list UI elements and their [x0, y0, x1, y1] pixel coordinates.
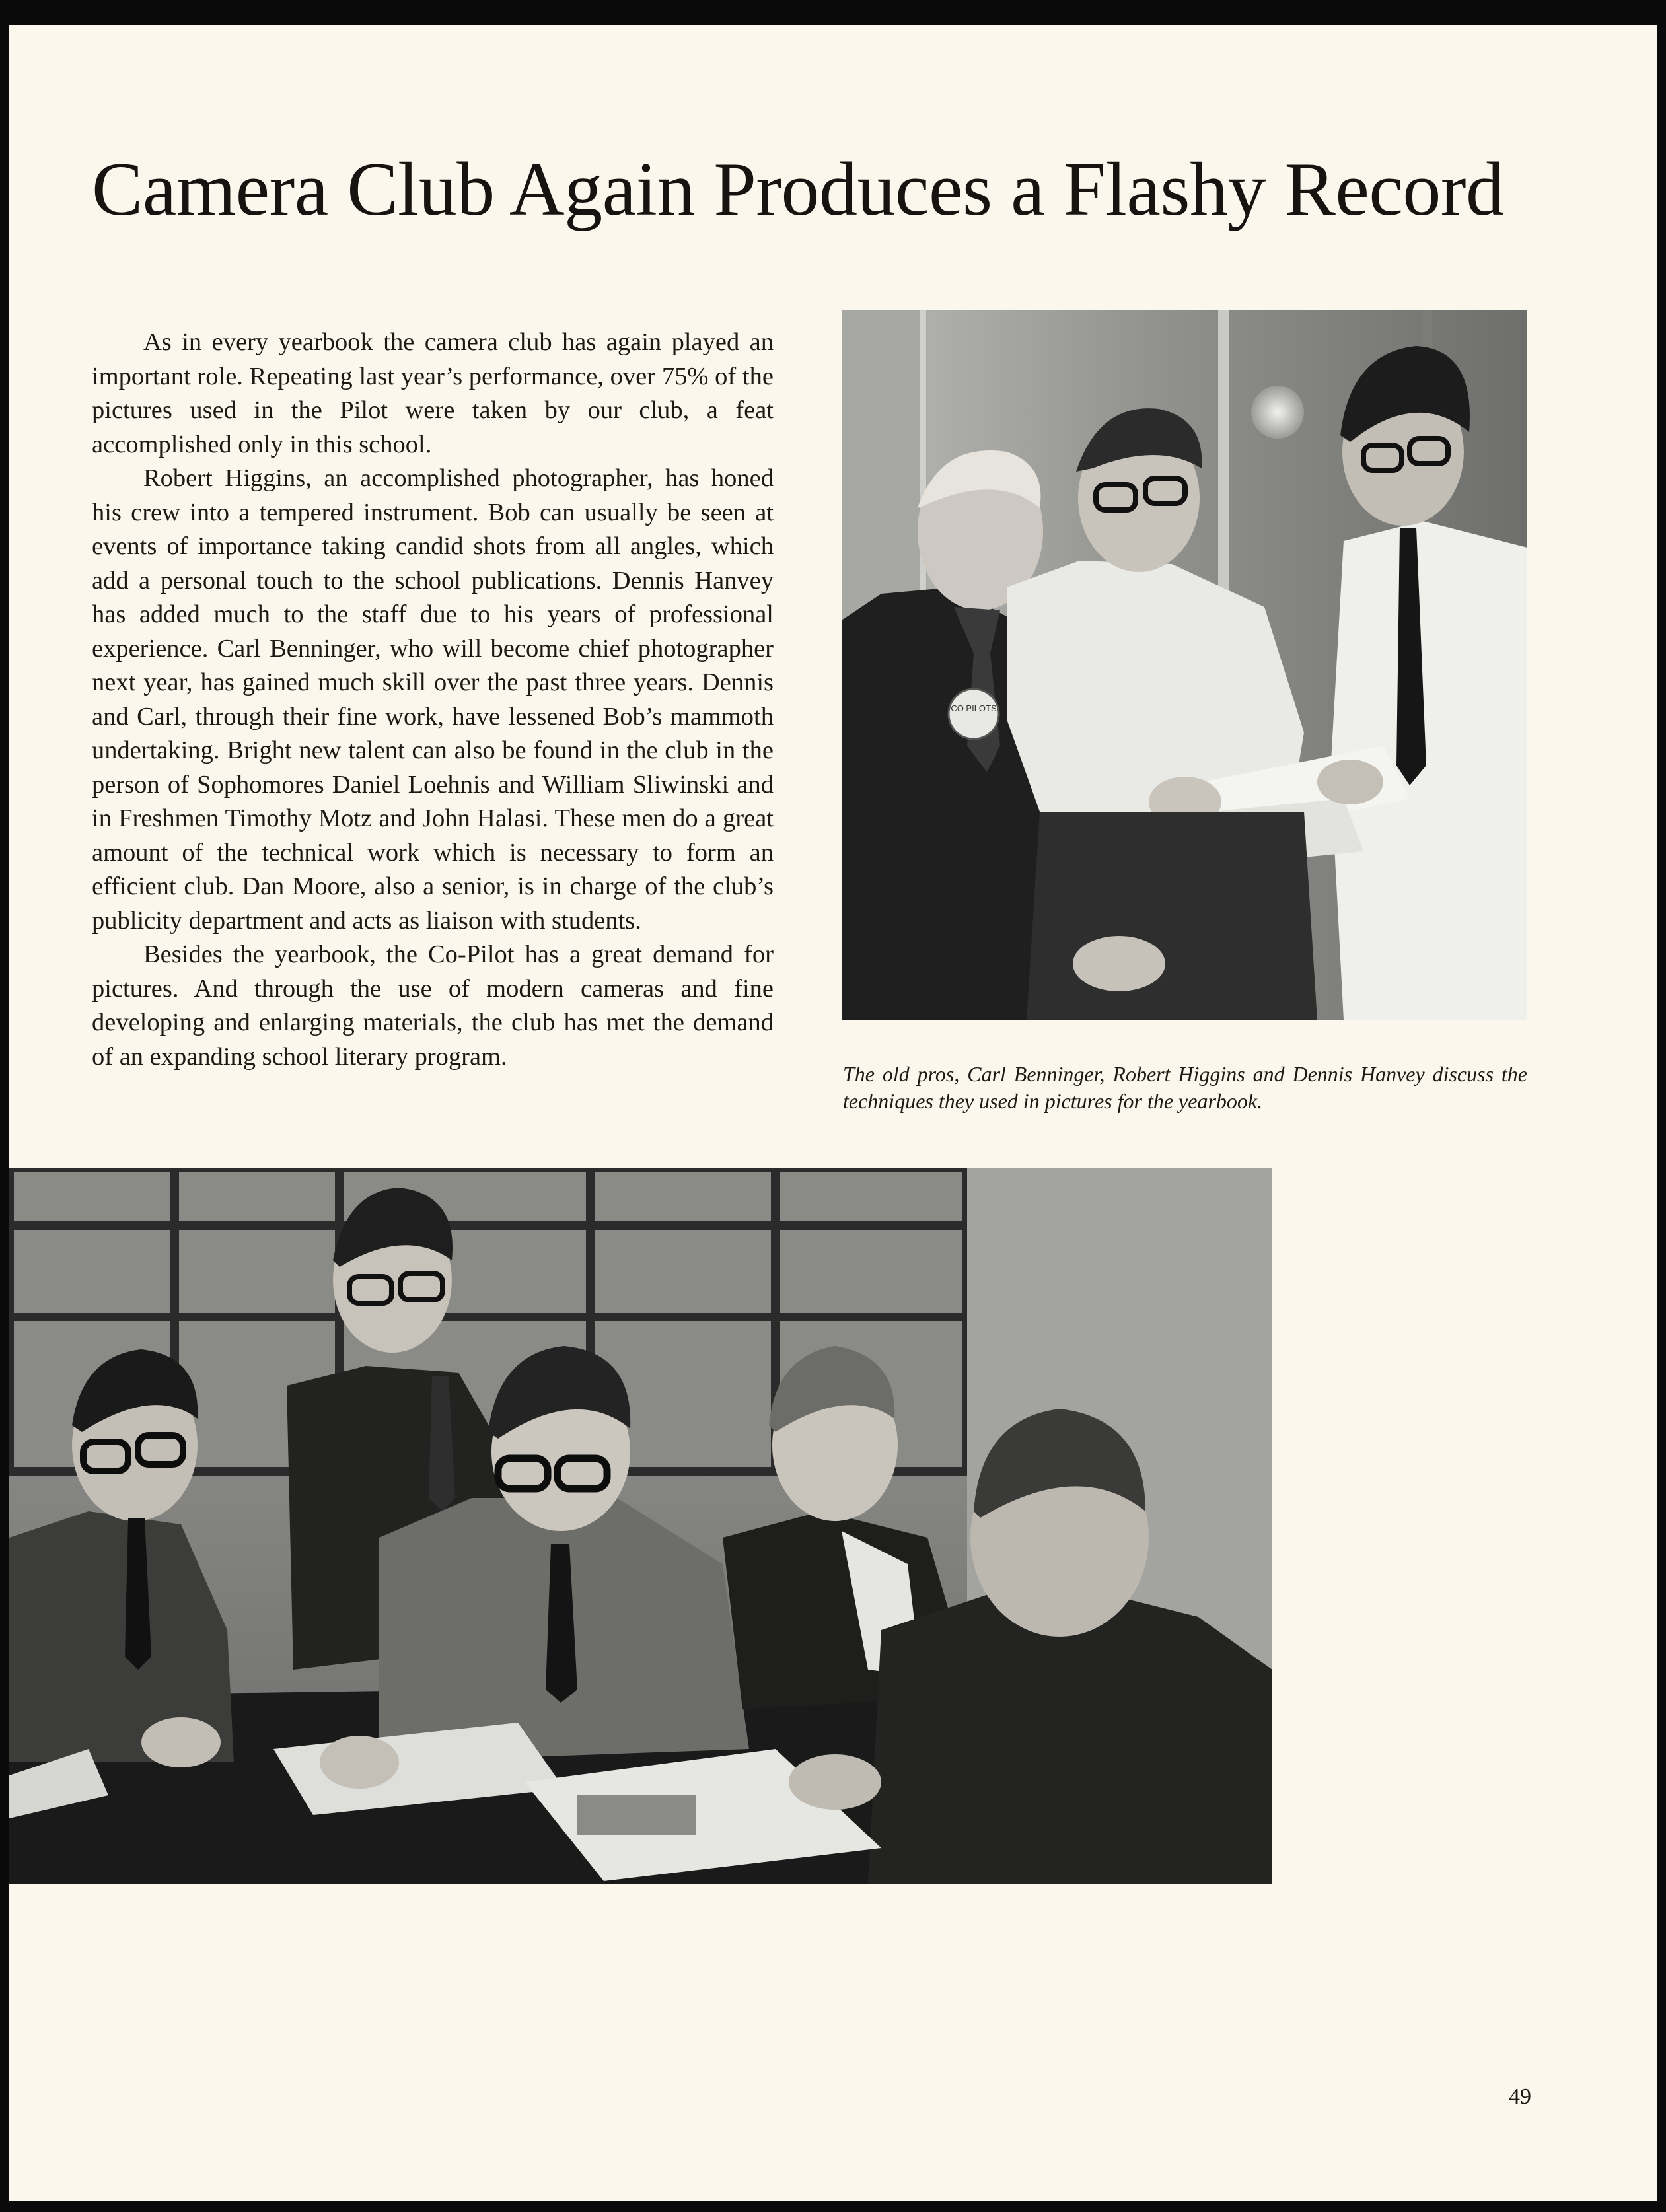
photo-five-students [9, 1168, 1272, 1884]
article-paragraph-1: As in every yearbook the camera club has again played an important role. Repeating last year’s performance, over 75% of the pictures used in the Pilot were taken by our club, a feat accomplished only in this school. [92, 328, 774, 458]
article-paragraph-2: Robert Higgins, an accomplished photographer, has honed his crew into a tempered instrument. Bob can usually be seen at events of importance taking candid shots from all angles, which add a personal touch to the school publications. Dennis Hanvey has added much to the staff due to his years of professional experience. Carl Benninger, who will become chief photographer next year, has gained much skill over the past three years. Dennis and Carl, through their fine work, have lessened Bob’s mammoth undertaking. Bright new talent can also be found in the club in the person of Sophomores Daniel Loehnis and William Sliwinski and in Freshmen Timothy Motz and John Halasi. These men do a great amount of the technical work which is necessary to form an efficient club. Dan Moore, also a senior, is in charge of the club’s publicity department and acts as liaison with students. [92, 464, 774, 935]
photo-caption: The old pros, Carl Benninger, Robert Higgins and Dennis Hanvey discuss the techniques they used in pictures for the yearbook. [843, 1062, 1527, 1113]
photo-three-students-image [842, 310, 1527, 1020]
photo-three-students [842, 310, 1527, 1020]
page-title: Camera Club Again Produces a Flashy Record [92, 147, 1504, 232]
yearbook-page [9, 25, 1657, 2201]
co-pilots-button-text: CO PILOTS [951, 703, 997, 713]
article-body [92, 326, 774, 1074]
page-number: 49 [1509, 2085, 1531, 2109]
photo-five-students-image [9, 1168, 1272, 1884]
article-paragraph-3: Besides the yearbook, the Co-Pilot has a great demand for pictures. And through the use of modern cameras and fine developing and enlarging materials, the club has met the demand of an expanding school literary program. [92, 941, 774, 1071]
